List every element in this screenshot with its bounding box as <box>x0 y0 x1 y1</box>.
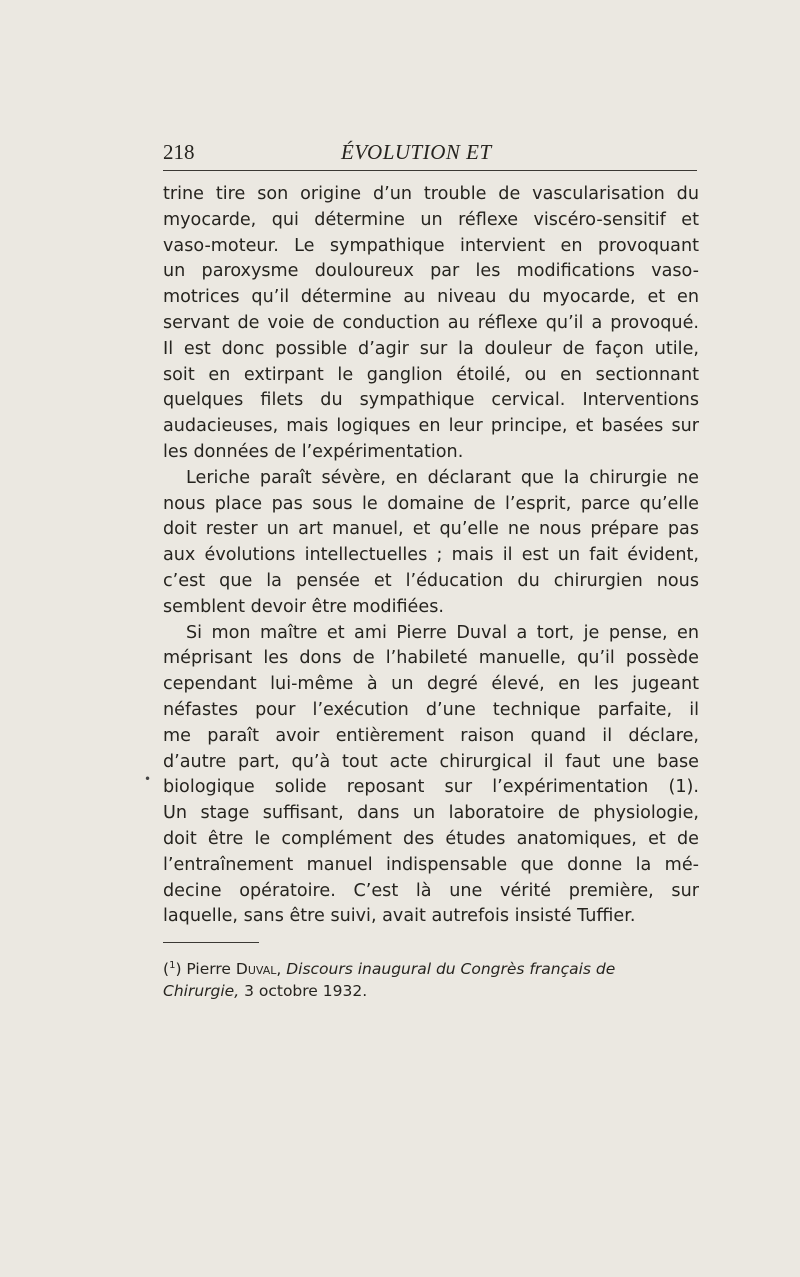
text-line: c’est que la pensée et l’éducation du chirurgien nous <box>163 570 699 591</box>
footnote-author-first: Pierre <box>186 960 231 978</box>
text-line: laquelle, sans être suivi, avait autrefois insisté Tuffier. <box>163 906 636 927</box>
text-line: doit rester un art manuel, et qu’elle ne nous prépare pas <box>163 519 699 540</box>
text-line: servant de voie de conduction au réflexe qu’il a provoqué. <box>163 312 699 333</box>
text-line: méprisant les dons de l’habileté manuelle, qu’il possède <box>163 648 699 669</box>
text-line: decine opératoire. C’est là une vérité première, sur <box>163 880 699 901</box>
text-line: néfastes pour l’exécution d’une technique parfaite, il <box>163 699 699 720</box>
text-line: biologique solide reposant sur l’expérimentation (1). <box>163 777 699 798</box>
text-line: cependant lui-même à un degré élevé, en les jugeant <box>163 674 699 695</box>
text-line: d’autre part, qu’à tout acte chirurgical il faut une base <box>163 751 699 772</box>
text-line: trine tire son origine d’un trouble de vascularisation du <box>163 184 699 204</box>
text-line: Un stage suffisant, dans un laboratoire de physiologie, <box>163 803 699 824</box>
margin-dot: • <box>144 772 152 786</box>
text-line: semblent devoir être modifiées. <box>163 596 444 617</box>
running-head: ÉVOLUTION ET <box>341 140 492 164</box>
body-text <box>163 182 699 930</box>
page-number: 218 <box>163 140 195 164</box>
text-line: nous place pas sous le domaine de l’esprit, parce qu’elle <box>163 493 699 514</box>
footnote <box>163 958 699 1002</box>
text-line: l’entraînement manuel indispensable que donne la mé- <box>163 854 699 875</box>
text-line: Il est donc possible d’agir sur la douleur de façon utile, <box>163 338 699 359</box>
text-line: audacieuses, mais logiques en leur principe, et basées sur <box>163 416 699 437</box>
text-line: soit en extirpant le ganglion étoilé, ou en sectionnant <box>163 364 699 385</box>
paragraph-start-line: Leriche paraît sévère, en déclarant que la chirurgie ne <box>186 467 699 488</box>
footnote-author-last: Duval, <box>235 960 282 978</box>
footnote-line-2 <box>163 980 699 1002</box>
footnote-marker: 1 <box>169 959 176 971</box>
text-line: vaso-moteur. Le sympathique intervient en provoquant <box>163 235 699 256</box>
text-line: aux évolutions intellectuelles ; mais il est un fait évident, <box>163 545 699 566</box>
paragraph-start-line: Si mon maître et ami Pierre Duval a tort, je pense, en <box>186 622 699 643</box>
text-line: me paraît avoir entièrement raison quand il déclare, <box>163 725 699 746</box>
text-line: les données de l’expérimentation. <box>163 441 464 462</box>
text-line: doit être le complément des études anatomiques, et de <box>163 828 699 849</box>
page-header <box>163 140 697 171</box>
text-line: myocarde, qui détermine un réflexe viscéro-sensitif et <box>163 209 699 230</box>
footnote-rule <box>163 942 259 943</box>
footnote-line-1: ($^1$) Pierre Duval, Discours inaugural du Congrès français de <box>163 959 616 978</box>
text-line: motrices qu’il détermine au niveau du myocarde, et en <box>163 287 699 308</box>
footnote-title: Discours inaugural du Congrès français de <box>286 960 616 978</box>
text-line: quelques filets du sympathique cervical. Interventions <box>163 390 699 411</box>
text-line: un paroxysme douloureux par les modifications vaso- <box>163 261 699 282</box>
footnote-date: 3 octobre 1932. <box>244 982 368 1000</box>
footnote-title-cont: Chirurgie, <box>163 982 240 1000</box>
